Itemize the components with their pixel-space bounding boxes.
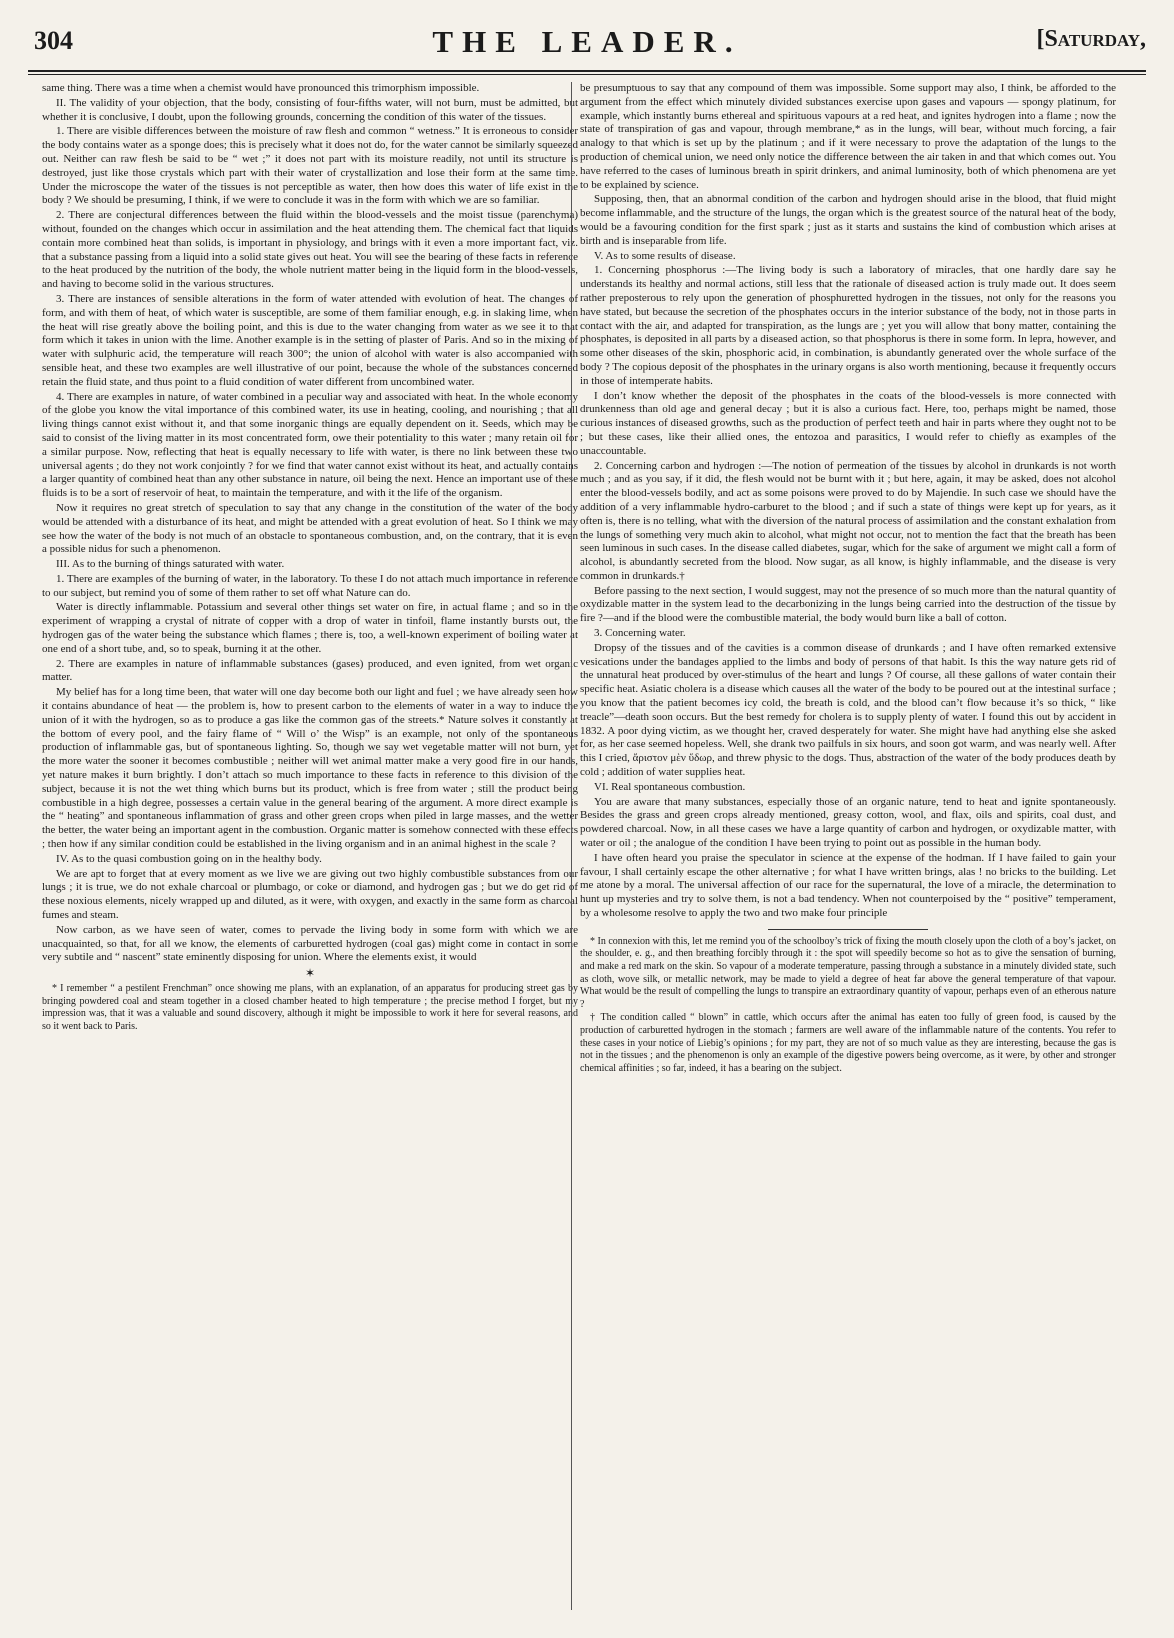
footnote-rule [768, 929, 928, 930]
section-heading: IV. As to the quasi combustion going on in the healthy body. [56, 852, 322, 865]
paragraph: Water is directly inflammable. Potassium and several other things set water on fire, in actual flame ; and so in the experiment of wrapping a crystal of nitrate of copper with a drop of water in tinfoil, flame instantly bursts out, the hydrogen gas of the water being the substance which flames ; there is, too, a well-known experiment of boiling water at one end of a short tube, and, so to speak, burning it at the other. [42, 601, 578, 655]
right-column [580, 82, 1116, 1618]
header-rule-thin [28, 74, 1146, 75]
paragraph: I have often heard you praise the speculator in science at the expense of the hodman. If I have failed to gain your favour, I shall certainly escape the other alternative ; for what I have written brings, alas ! no bricks to the building. Let me atone by a moral. The universal affection of our race for the supernatural, the love of a miracle, the determination to hunt up mysteries and try to solve them, is not a bad tendency. When not counterpoised by the “ positive” temperament, by a wholesome resolve to apply the two and two make four principle [580, 851, 1116, 920]
paragraph: 1. There are examples of the burning of water, in the laboratory. To these I do not attach much importance in reference to our subject, but remind you of some of them rather to set off what Nature can do. [42, 572, 578, 599]
section-heading: VI. Real spontaneous combustion. [594, 780, 746, 793]
paragraph: My belief has for a long time been, that water will one day become both our light and fuel ; we have already seen how it contains abundance of heat — the problem is, how to present carbon to the elements of water in a way to induce the union of it with the hydrogen, so as to produce a gas like the common gas of the streets.* Nature solves it constantly at the bottom of every pool, and the fairy flame of “ Will o’ the Wisp” is an example, not only of the spontaneous production of inflammable gas, but of spontaneous lighting. So, though we say wet vegetable matter will not burn, yet the more water the sooner it becomes combustible ; neither will wet animal matter make a very good fire in our hands, yet nature makes it burn brightly. I don’t attach so much importance to these facts in reference to this division of the subject, because it is not the wet thing which burns but its product, which is free from water ; still the product being combustible in a high degree, possesses a certain value in the general bearing of the argument. A more direct example is the “ heating” and spontaneous inflammation of grass and other green crops when piled in large masses, and the wetter the better, the water being an important agent in the combustion. Organic matter is somehow connected with these effects ; then how if any similar condition could be established in the living organism and in an animal highest in the scale ? [42, 686, 578, 851]
paragraph: 1. Concerning phosphorus :—The living body is such a laboratory of miracles, that one hardly dare say he understands its healthy and normal actions, still less that the rationale of diseased action is truly made out. It does seem rather preposterous to rely upon the generation of phosphuretted hydrogen in the tissues, not only for the reasons you have stated, but because the secretion of the phosphates occurs in the interior substance of the body, not in those parts in contact with the air, and adapted for transpiration, as the lungs are ; yet you will allow that bony matter, containing the phosphates, is deposited in all parts by a diseased action, so that phosphorus is there in some form. In lepra, however, and some other diseases of the skin, phosphoric acid, in combination, is abundantly generated over the whole surface of the body ? The copious deposit of the phosphates in the urinary organs is also worth mentioning, because it frequently occurs in those of intemperate habits. [580, 264, 1116, 387]
paragraph: I don’t know whether the deposit of the phosphates in the coats of the blood-vessels is more connected with drunkenness than old age and general decay ; but it is also a curious fact. Here, too, perhaps might be named, those curious instances of diseased growths, such as the production of perfect teeth and hair in parts where they ought not to be ; but these cases, like their allied ones, the entozoa and parasitics, I would refer to chiefly as examples of the unaccountable. [580, 389, 1116, 457]
section-heading: 3. Concerning water. [594, 627, 686, 640]
paragraph: Before passing to the next section, I would suggest, may not the presence of so much more than the natural quantity of oxydizable matter in the system lead to the decarbonizing in the lungs being carried into the destruction of the tissue by fire ?—and if the blood were the combustible material, the body would burn like a ball of cotton. [580, 584, 1116, 625]
paragraph: II. The validity of your objection, that the body, consisting of four-fifths water, will not burn, must be admitted, but whether it is conclusive, I doubt, upon the following grounds, concerning the condition of this water of the tissues. [42, 96, 578, 123]
paragraph: 2. There are conjectural differences between the fluid within the blood-vessels and the moist tissue (parenchyma) without, founded on the changes which occur in assimilation and the heat attending them. The chemical fact that liquids contain more combined heat than solids, is important in physiology, and brings with it even a more important fact, viz. that a substance passing from a liquid into a solid state gives out heat. You will see the bearing of these facts in reference to the heat produced by the nutrition of the body, the whole nutrient matter being in the liquid form in the blood-vessels, and having to become solid in the various structures. [42, 209, 578, 291]
footnote: * I remember “ a pestilent Frenchman” once showing me plans, with an explanation, of an apparatus for producing street gas by bringing powdered coal and steam together in a closed chamber heated to high temperature ; the precise method I forget, but my impression was, that it was a valuable and sound discovery, although it might be impossible to work it here for several reasons, and so it went back to Paris. [42, 983, 578, 1032]
paragraph: 4. There are examples in nature, of water combined in a peculiar way and associated with heat. In the whole economy of the globe you know the vital importance of this combined water, its use in heating, cooling, and nourishing ; that all living things cannot exist without it, and that some inorganic things are equally dependent on it. Seeds, which may be said to consist of the living matter in its most concentrated form, owe their potentiality to this water ; many retain oil for a similar purpose. Now, reflecting that heat is equally necessary to life with water, is there no link between these two universal agents ; do they not work conjointly ? for we find that water cannot exist without its heat, and actually contains a larger quantity of combined heat than any other substance in nature, oil being the next. Hence an important use of these fluids is to be a sort of reservoir of heat, to maintain the temperature, and with it the life of the organism. [42, 390, 578, 500]
left-column [42, 82, 578, 1618]
paragraph: 2. Concerning carbon and hydrogen :—The notion of permeation of the tissues by alcohol in drunkards is not worth much ; and as you say, if it did, the flesh would not be burnt with it ; but here, again, it may be asked, does not alcohol enter the blood-vessels bodily, and act as some poisons were proved to do by Majendie. In such case we should have the addition of a very inflammable hydro-carburet to the blood ; and if such a state of things were kept up for years, as it often is, there is no telling, what with the diversion of the natural process of assimilation and the constant exhalation from the lungs of something very much akin to alcohol, what might not occur, not to mention the fact that the breath has been seen luminous in such cases. In the disease called diabetes, sugar, which for the sake of argument we might call a form of alcohol, is abundantly secreted from the blood. Now sugar, as all know, is highly inflammable, and the disease is very common in drunkards.† [580, 459, 1116, 582]
page-number: 304 [34, 26, 73, 55]
masthead [28, 18, 1146, 68]
paragraph: We are apt to forget that at every moment as we live we are giving out two highly combustible substances from our lungs ; it is true, we do not exhale charcoal or plumbago, or coke or diamond, and hydrogen gas ; but we do get rid of these noxious elements, nicely wrapped up and diluted, as it were, with oxygen, and exactly in the same form as charcoal fumes and steam. [42, 867, 578, 922]
paragraph: same thing. There was a time when a chemist would have pronounced this trimorphism impossible. [42, 82, 480, 94]
section-heading: V. As to some results of disease. [594, 249, 736, 262]
paragraph: 1. There are visible differences between the moisture of raw flesh and common “ wetness.” It is erroneous to consider the body contains water as a sponge does; this is precisely what it does not do, for the water cannot be similarly squeezed out. Neither can raw flesh be said to be “ wet ;” it does not part with its moisture readily, not until its structure is destroyed, just like those crystals which part with their water of crystallization and lose their form at the same time. Under the microscope the water of the tissues is not perceptible as water, then how does this water of life exist in the body ? We should be presuming, I think, if we were to conclude it was in the form with which we are so familiar. [42, 125, 578, 207]
footnote: * In connexion with this, let me remind you of the schoolboy’s trick of fixing the mouth closely upon the cloth of a boy’s jacket, on the shoulder, e. g., and then breathing forcibly through it : the spot will speedily become so hot as to give the sensation of burning, and make a red mark on the skin. So vapour of a moderate temperature, passing through a substance in a minutely divided state, such as cloth, wove silk, or metallic network, may be made to yield a degree of heat far above the general temperature of that vapour. What would be the result of compelling the lungs to transpire an extraordinary quantity of vapour, perhaps even of an etherous nature ? [580, 935, 1116, 1010]
paragraph: Dropsy of the tissues and of the cavities is a common disease of drunkards ; and I have often remarked extensive vesications under the bandages applied to the limbs and body of persons of that habit. Is this the way nature gets rid of the unnatural heat produced by over-stimulus of the heart and lungs ? Of course, all these gallons of water contain their specific heat. Asiatic cholera is a disease which causes all the water of the body to be poured out at the intestinal surface ; you know that the patient becomes icy cold, the breath is cold, and the blood can’t flow because it’s so thick, “ like treacle”—death soon occurs. But the best remedy for cholera is to supply plenty of water. I found this out by accident in 1832. A poor dying victim, as we thought her, craved desperately for water. She might have had anything else she asked for, as her case seemed hopeless. Well, she drank two pailfuls in six hours, and soon got warm, and was nearly well. After this I cried, ἄριστον μὲν ὕδωρ, and threw physic to the dogs. Thus, abstraction of the water of the body produces death by cold ; addition of water supplies heat. [580, 641, 1116, 779]
paragraph: Now it requires no great stretch of speculation to say that any change in the constitution of the water of the body would be attended with a disturbance of its heat, and might be attended with a great evolution of heat. So I think we may see how the water of the body is not much of an obstacle to spontaneous combustion, and, on the contrary, that it is even a possible nidus for such a phenomenon. [42, 501, 578, 556]
paragraph: be presumptuous to say that any compound of them was impossible. Some support may also, I think, be afforded to the argument from the effect which minutely divided substances exercise upon gases and vapours — spongy platinum, for example, which instantly burns ethereal and spirituous vapours at a red heat, and ignites hydrogen into a flame ; now the state of transpiration of gas and vapour, through membrane,* as in the lungs, will bear, without much forcing, a fair analogy to that which is set up by the platinum ; and if it were necessary to prove the adaptation of the lungs to the production of chemical union, we need only notice the difference between the air taken in and that which comes out. You have referred to the cases of luminous breath in spirit drinkers, and animal luminosity, both of which phenomena are yet to be explained by science. [580, 82, 1116, 191]
header-rule [28, 70, 1146, 72]
paragraph: Supposing, then, that an abnormal condition of the carbon and hydrogen should arise in the blood, that fluid might become inflammable, and the structure of the lungs, the organ which is the greatest source of the natural heat of the body, would be a favouring condition for the first spark ; just as it starts and sustains the kind of combustion which arises at birth and is inseparable from life. [580, 193, 1116, 247]
separator-mark: ✶ [304, 966, 316, 981]
paragraph: Now carbon, as we have seen of water, comes to pervade the living body in some form with which we are unacquainted, so that, for all we know, the elements of carburetted hydrogen (coal gas) might come in contact in some very subtile and “ nascent” state eminently disposing for union. Where the elements exist, it would [42, 923, 578, 964]
footnote: † The condition called “ blown” in cattle, which occurs after the animal has eaten too fully of green food, is caused by the production of carburetted hydrogen in the stomach ; farmers are well aware of the inflammable nature of the contents. You refer to these cases in your notice of Liebig’s opinions ; for my part, they are not of so much value as they are interesting, because the gas is not in the tissues ; and the phenomenon is only an example of the digestive powers being overcome, as it were, by other and stronger chemical affinities ; so far, indeed, it has a bearing on the subject. [580, 1012, 1116, 1074]
paragraph: 2. There are examples in nature of inflammable substances (gases) produced, and even ignited, from wet organic matter. [42, 657, 578, 684]
paragraph: You are aware that many substances, especially those of an organic nature, tend to heat and ignite spontaneously. Besides the grass and green crops already mentioned, greasy cotton, wool, and flax, oils and spirits, coal dust, and powdered charcoal. Now, in all these cases we have a large quantity of carbon and hydrogen, or oxydizable matter, with water or oil ; the analogue of the condition I have been trying to point out as possible in the human body. [580, 795, 1116, 850]
newspaper-title: THE LEADER. [432, 24, 742, 59]
column-divider [571, 82, 572, 1610]
section-heading: III. As to the burning of things saturated with water. [56, 558, 285, 571]
issue-day: [Saturday, [1036, 26, 1146, 52]
paragraph: 3. There are instances of sensible alterations in the form of water attended with evolution of heat. The changes of form, and with them of heat, of which water is susceptible, are some of them familiar enough, e.g. in slaking lime, when the heat will rise greatly above the boiling point, and this is due to the water changing from water as we see it to that form which it takes in union with the lime. Another example is in the setting of plaster of Paris. And so in the mixing of water with sulphuric acid, the temperature will reach 300°; the union of alcohol with water is also accompanied with sensible heat, and these two examples are well illustrative of our point, because the whole of the substances concerned retain the fluid state, and thus point to a fluid condition of water different from uncombined water. [42, 292, 578, 388]
